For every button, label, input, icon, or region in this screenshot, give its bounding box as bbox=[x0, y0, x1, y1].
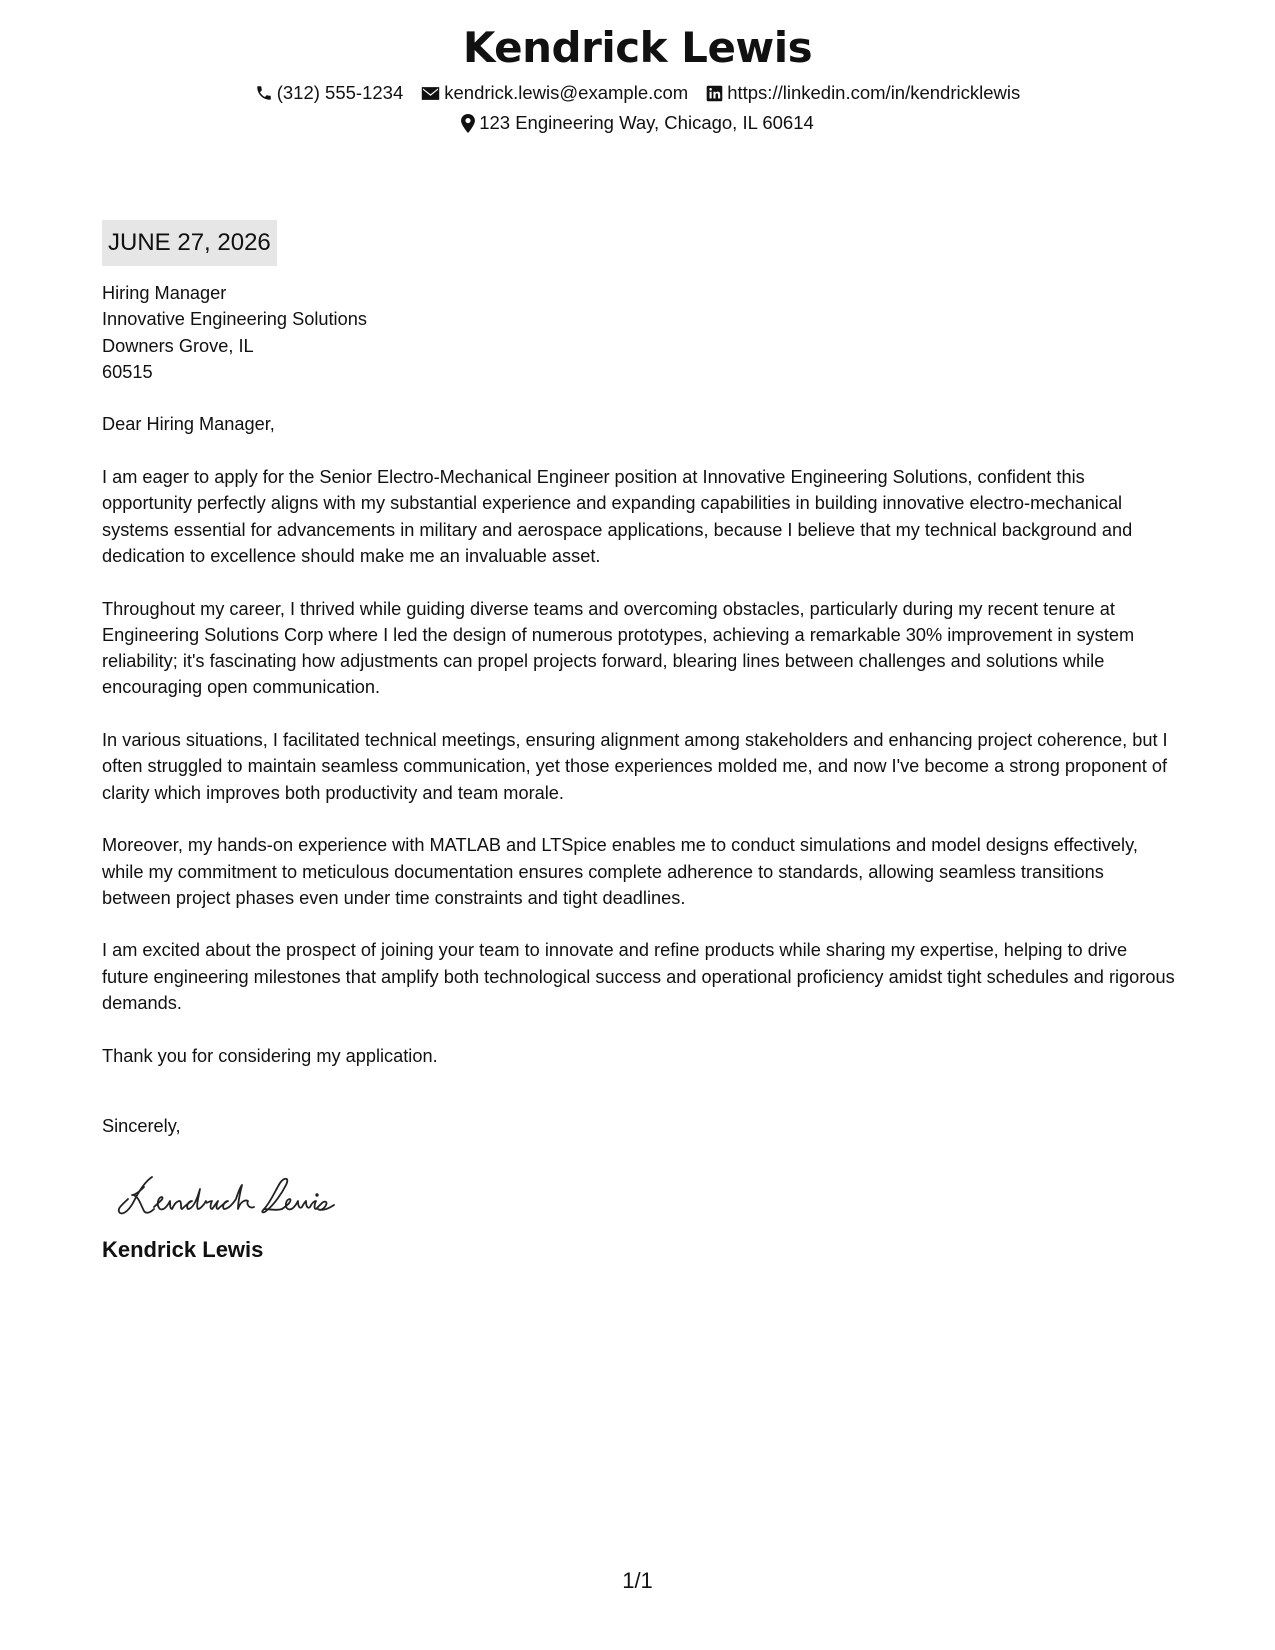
linkedin-contact[interactable] bbox=[706, 78, 1020, 108]
paragraph: Throughout my career, I thrived while guiding diverse teams and overcoming obstacles, particularly during my recent tenure at Engineering Solutions Corp where I led the design of numerous prototypes, achieving a remarkable 30% improvement in system reliability; it's fascinating how adjustments can propel projects forward, blearing lines between challenges and solutions while encouraging open communication. bbox=[102, 598, 1135, 698]
phone-text: (312) 555-1234 bbox=[276, 82, 404, 103]
applicant-name: Kendrick Lewis bbox=[462, 23, 813, 72]
letter-header bbox=[0, 18, 1275, 138]
email-contact[interactable] bbox=[421, 78, 688, 108]
email-text: kendrick.lewis@example.com bbox=[444, 82, 689, 103]
address-text: 123 Engineering Way, Chicago, IL 60614 bbox=[479, 112, 814, 133]
recipient-block bbox=[102, 280, 1177, 385]
handwritten-signature bbox=[114, 1159, 1177, 1225]
contact-row-address bbox=[0, 108, 1275, 138]
thank-you-line: Thank you for considering my application. bbox=[102, 1045, 438, 1066]
closing-line: Sincerely, bbox=[102, 1115, 181, 1136]
recipient-city-state: Downers Grove, IL bbox=[102, 335, 254, 356]
recipient-zip: 60515 bbox=[102, 361, 153, 382]
paragraph: I am excited about the prospect of joining your team to innovate and refine products while sharing my expertise, helping to drive future engineering milestones that amplify both technological success and operational proficiency amidst tight schedules and rigorous demands. bbox=[102, 940, 1175, 1014]
paragraph: In various situations, I facilitated technical meetings, ensuring alignment among stakeholders and enhancing project coherence, but I often struggled to maintain seamless communication, yet those experiences molded me, and now I've become a strong proponent of clarity which improves both productivity and team morale. bbox=[102, 730, 1168, 803]
salutation: Dear Hiring Manager, bbox=[102, 414, 275, 435]
page-number: 1/1 bbox=[622, 1568, 653, 1593]
phone-icon bbox=[255, 84, 273, 102]
letter-date: JUNE 27, 2026 bbox=[102, 220, 277, 266]
spacer bbox=[102, 1069, 1177, 1113]
contact-row-primary bbox=[0, 78, 1275, 108]
letter-body bbox=[102, 220, 1177, 1265]
linkedin-text: https://linkedin.com/in/kendricklewis bbox=[727, 82, 1021, 103]
paragraph: I am eager to apply for the Senior Electro-Mechanical Engineer position at Innovative Engineering Solutions, confident this opportunity perfectly aligns with my substantial experience and expanding capabilities in building innovative electro-mechanical systems essential for advancements in military and aerospace applications, because I believe that my technical background and dedication to excellence should make me an invaluable asset. bbox=[102, 467, 1133, 566]
recipient-company: Innovative Engineering Solutions bbox=[102, 309, 367, 330]
address-contact bbox=[461, 108, 814, 138]
recipient-title: Hiring Manager bbox=[102, 283, 227, 303]
paragraph: Moreover, my hands-on experience with MATLAB and LTSpice enables me to conduct simulations and model designs effectively, while my commitment to meticulous documentation ensures complete adherence to standards, allowing seamless transitions between project phases even under time constraints and tight deadlines. bbox=[102, 835, 1138, 908]
linkedin-icon bbox=[706, 85, 723, 102]
signature-image bbox=[114, 1159, 354, 1225]
phone-contact[interactable] bbox=[255, 78, 404, 108]
envelope-icon bbox=[421, 86, 440, 101]
map-pin-icon bbox=[461, 114, 475, 133]
signer-name: Kendrick Lewis bbox=[102, 1237, 264, 1263]
